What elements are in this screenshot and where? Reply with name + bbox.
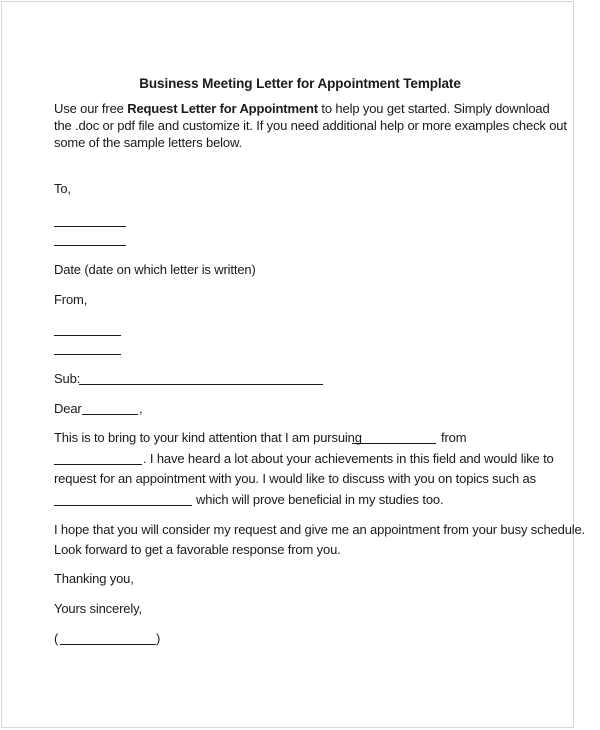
from-blank-line-1 xyxy=(54,335,121,336)
to-label: To, xyxy=(54,181,71,196)
intro-text-1: Use our free xyxy=(54,101,128,116)
body-text-1a: This is to bring to your kind attention that I am pursuing xyxy=(54,430,362,445)
yours-sincerely: Yours sincerely, xyxy=(54,601,142,616)
dear-label: Dear xyxy=(54,401,82,416)
to-blank-line-1 xyxy=(54,226,126,227)
dear-blank xyxy=(82,414,138,415)
request-letter-link[interactable]: Request Letter for Appointment xyxy=(127,101,318,116)
from-label: From, xyxy=(54,292,88,307)
body-line-2: . I have heard a lot about your achievements in this field and would like to xyxy=(143,451,554,466)
body-line-3: request for an appointment with you. I would like to discuss with you on topics such as xyxy=(54,471,536,486)
salutation-line xyxy=(54,400,82,417)
subject-label: Sub: xyxy=(54,371,81,386)
dear-comma: , xyxy=(139,401,143,416)
intro-text-2: to help you get started. Simply download xyxy=(317,101,550,116)
intro-line-2: the .doc or pdf file and customize it. If you need additional help or more examples check out xyxy=(54,118,567,133)
course-blank xyxy=(352,443,436,444)
to-blank-line-2 xyxy=(54,245,126,246)
signature-blank xyxy=(60,644,156,645)
intro-line-1 xyxy=(54,100,550,117)
subject-blank xyxy=(79,384,323,385)
body-line-1 xyxy=(54,429,362,446)
signature-open-paren: ( xyxy=(54,631,59,646)
signature-close-paren: ) xyxy=(156,631,161,646)
document-title: Business Meeting Letter for Appointment Template xyxy=(139,76,461,91)
from-blank-line-2 xyxy=(54,354,121,355)
institution-blank xyxy=(54,464,142,465)
date-label: Date (date on which letter is written) xyxy=(54,262,256,277)
subject-line xyxy=(54,370,80,387)
closing-para-line-1: I hope that you will consider my request and give me an appointment from your busy schedule. xyxy=(54,522,586,537)
topics-blank xyxy=(54,505,192,506)
body-line-4: which will prove beneficial in my studies too. xyxy=(196,492,444,507)
intro-line-3: some of the sample letters below. xyxy=(54,135,242,150)
closing-para-line-2: Look forward to get a favorable response from you. xyxy=(54,542,341,557)
body-text-1b: from xyxy=(441,430,467,445)
thanking-you: Thanking you, xyxy=(54,571,134,586)
